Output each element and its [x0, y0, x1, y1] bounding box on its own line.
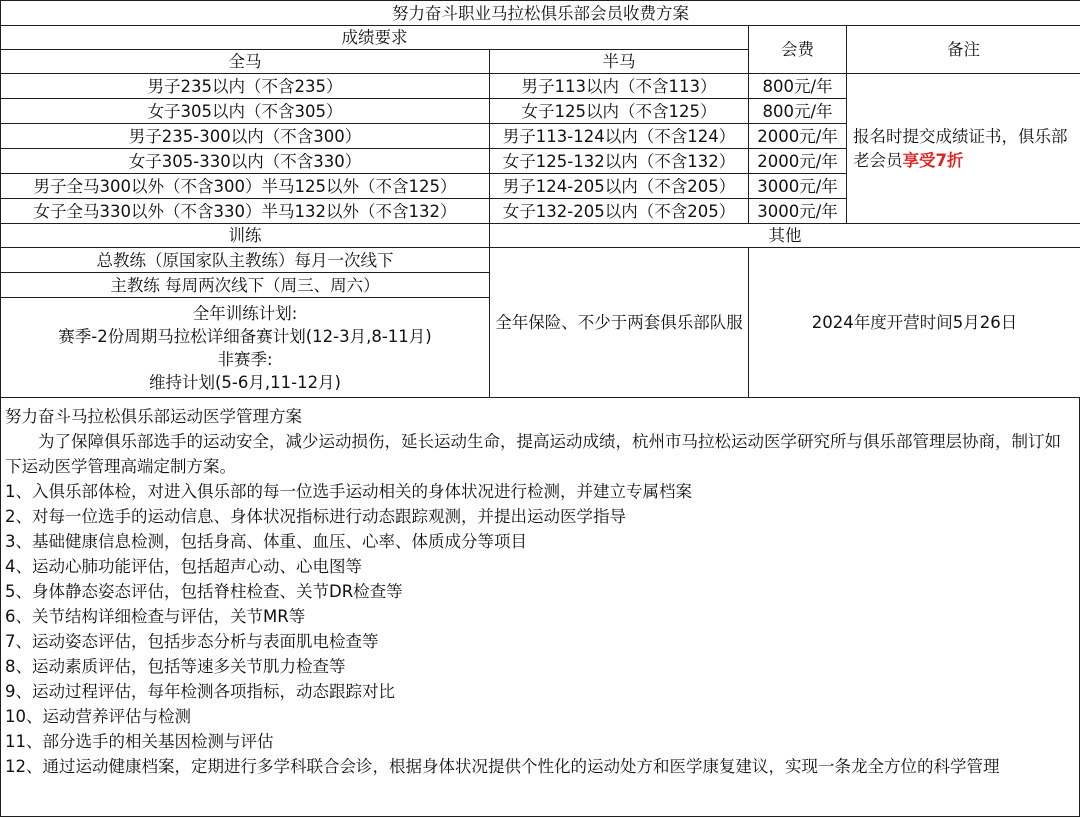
full-requirement: 男子235-300以内（不含300） — [1, 124, 490, 149]
medical-management-plan — [0, 398, 1080, 817]
list-item: 12、通过运动健康档案，定期进行多学科联合会诊，根据身体状况提供个性化的运动处方和医学康复建议，实现一条龙全方位的科学管理 — [5, 757, 1000, 776]
half-requirement: 女子132-205以内（不含205） — [490, 199, 749, 224]
fee-value: 3000元/年 — [749, 199, 847, 224]
plan-line: 全年训练计划: — [192, 303, 298, 323]
remark-discount: 享受7折 — [902, 150, 964, 170]
training-header: 训练 — [1, 224, 490, 248]
header-score-requirement: 成绩要求 — [1, 26, 749, 50]
full-requirement: 男子全马300以外（不含300）半马125以外（不含125） — [1, 174, 490, 199]
header-fee: 会费 — [749, 26, 847, 74]
half-requirement: 男子113-124以内（不含124） — [490, 124, 749, 149]
training-annual-plan — [1, 298, 490, 398]
plan-line: 赛季-2份周期马拉松详细备赛计划(12-3月,8-11月) — [58, 326, 432, 346]
header-full-marathon: 全马 — [1, 50, 490, 74]
full-requirement: 女子305以内（不含305） — [1, 99, 490, 124]
remark-text: 报名时提交成绩证书，俱乐部老会员 — [853, 126, 1068, 170]
fee-value: 800元/年 — [749, 74, 847, 99]
half-requirement: 女子125以内（不含125） — [490, 99, 749, 124]
remark-cell — [847, 74, 1080, 224]
list-item: 11、部分选手的相关基因检测与评估 — [5, 732, 274, 751]
training-head-coach: 总教练（原国家队主教练）每月一次线下 — [1, 248, 490, 273]
list-item: 7、运动姿态评估，包括步态分析与表面肌电检查等 — [5, 632, 379, 651]
table-row — [1, 74, 1080, 99]
other-benefits: 全年保险、不少于两套俱乐部队服 — [490, 248, 749, 398]
list-item: 4、运动心肺功能评估，包括超声心动、心电图等 — [5, 557, 362, 576]
fee-value: 2000元/年 — [749, 149, 847, 174]
list-item: 9、运动过程评估，每年检测各项指标，动态跟踪对比 — [5, 682, 395, 701]
fee-value: 800元/年 — [749, 99, 847, 124]
fee-value: 3000元/年 — [749, 174, 847, 199]
list-item: 5、身体静态姿态评估，包括脊柱检查、关节DR检查等 — [5, 582, 403, 601]
membership-fee-table — [0, 0, 1080, 398]
half-requirement: 男子113以内（不含113） — [490, 74, 749, 99]
list-item: 10、运动营养评估与检测 — [5, 707, 191, 726]
half-requirement: 女子125-132以内（不含132） — [490, 149, 749, 174]
opening-date: 2024年度开营时间5月26日 — [749, 248, 1080, 398]
full-requirement: 女子305-330以内（不含330） — [1, 149, 490, 174]
list-item: 1、入俱乐部体检，对进入俱乐部的每一位选手运动相关的身体状况进行检测，并建立专属档案 — [5, 482, 692, 501]
header-half-marathon: 半马 — [490, 50, 749, 74]
full-requirement: 女子全马330以外（不含330）半马132以外（不含132） — [1, 199, 490, 224]
plan-title: 努力奋斗马拉松俱乐部运动医学管理方案 — [5, 407, 302, 426]
list-item: 6、关节结构详细检查与评估，关节MR等 — [5, 607, 306, 626]
plan-intro: 为了保障俱乐部选手的运动安全，减少运动损伤，延长运动生命，提高运动成绩，杭州市马拉松运动医学研究所与俱乐部管理层协商，制订如下运动医学管理高端定制方案。 — [5, 432, 1061, 476]
list-item: 3、基础健康信息检测，包括身高、体重、血压、心率、体质成分等项目 — [5, 532, 527, 551]
fee-value: 2000元/年 — [749, 124, 847, 149]
other-header: 其他 — [490, 224, 1080, 248]
plan-line: 维持计划(5-6月,11-12月) — [148, 372, 341, 392]
list-item: 2、对每一位选手的运动信息、身体状况指标进行动态跟踪观测，并提出运动医学指导 — [5, 507, 626, 526]
header-remark: 备注 — [847, 26, 1080, 74]
half-requirement: 男子124-205以内（不含205） — [490, 174, 749, 199]
table-title: 努力奋斗职业马拉松俱乐部会员收费方案 — [1, 1, 1080, 26]
full-requirement: 男子235以内（不含235） — [1, 74, 490, 99]
list-item: 8、运动素质评估，包括等速多关节肌力检查等 — [5, 657, 346, 676]
training-main-coach: 主教练 每周两次线下（周三、周六） — [1, 273, 490, 298]
plan-line: 非赛季: — [217, 349, 273, 369]
